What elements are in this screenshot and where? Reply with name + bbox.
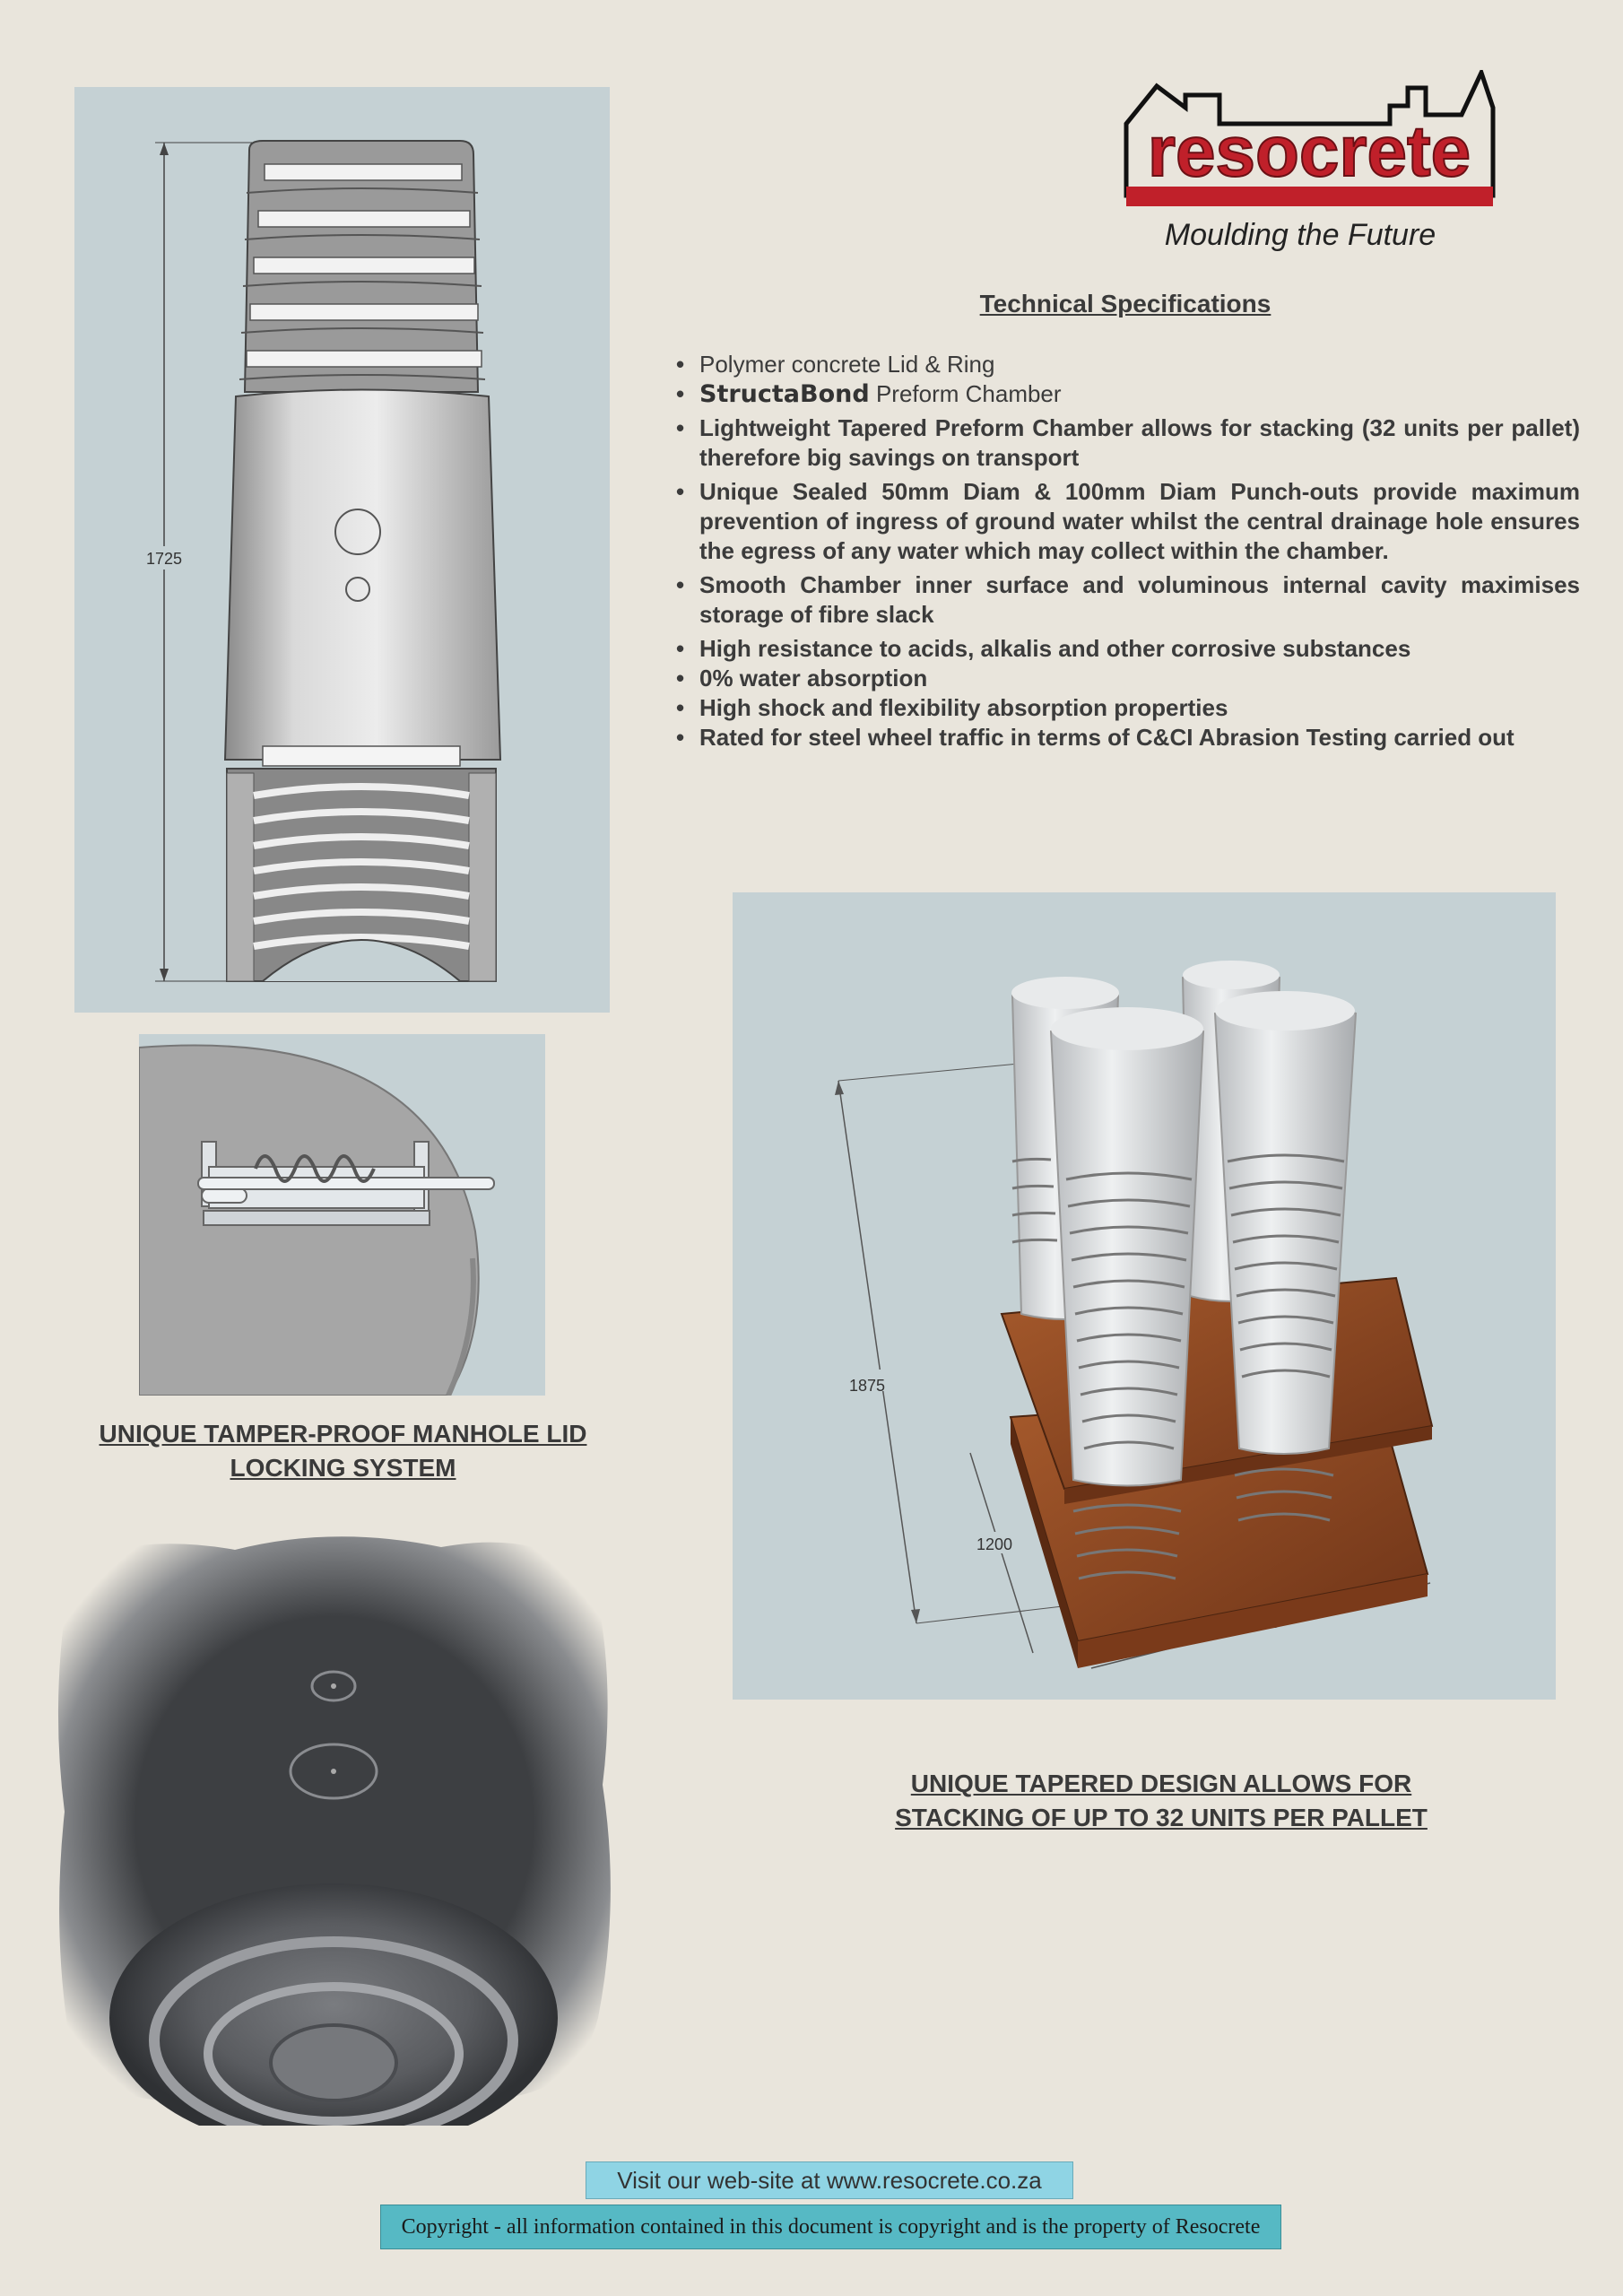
specs-title: Technical Specifications bbox=[979, 290, 1271, 317]
copyright-banner: Copyright - all information contained in this document is copyright and is the property of Resocrete bbox=[380, 2205, 1281, 2249]
specs-list bbox=[674, 350, 1580, 752]
structabond-text: Preform Chamber bbox=[875, 380, 1062, 407]
lid-lock-svg bbox=[139, 1034, 545, 1396]
spec-item: • 0% water absorption bbox=[674, 664, 1580, 693]
structabond-brand: StructaBond bbox=[699, 380, 870, 408]
spec-item: • Polymer concrete Lid & Ring bbox=[674, 350, 1580, 379]
chamber-interior-svg bbox=[38, 1516, 626, 2126]
pallet-depth-label: 1200 bbox=[976, 1535, 1013, 1553]
spec-item: • Rated for steel wheel traffic in terms of C&CI Abrasion Testing carried out bbox=[674, 723, 1580, 752]
lid-lock-drawing bbox=[139, 1034, 545, 1396]
spec-item: • Smooth Chamber inner surface and voluminous internal cavity maximises storage of fibre slack bbox=[674, 570, 1580, 630]
chamber-interior-photo bbox=[38, 1516, 626, 2126]
lock-caption bbox=[54, 1417, 632, 1485]
spec-item: • High resistance to acids, alkalis and other corrosive substances bbox=[674, 634, 1580, 664]
spec-item: • High shock and flexibility absorption properties bbox=[674, 693, 1580, 723]
pallet-caption-line1: UNIQUE TAPERED DESIGN ALLOWS FOR bbox=[910, 1770, 1412, 1797]
pallet-stack-drawing bbox=[733, 892, 1556, 1700]
resocrete-logo bbox=[1121, 70, 1506, 263]
pallet-caption-line2: STACKING OF UP TO 32 UNITS PER PALLET bbox=[895, 1804, 1428, 1831]
lock-caption-line1: UNIQUE TAMPER-PROOF MANHOLE LID bbox=[99, 1420, 587, 1448]
spec-item: • Lightweight Tapered Preform Chamber allows for stacking (32 units per pallet) therefore big savings on transport bbox=[674, 413, 1580, 473]
stacked-chamber-rims bbox=[239, 141, 485, 392]
chamber-base-rings bbox=[227, 769, 496, 981]
spec-item: • Unique Sealed 50mm Diam & 100mm Diam Punch-outs provide maximum prevention of ingress of ground water whilst the central drainage hole ensures the egress of any water which may collect within the chamber. bbox=[674, 477, 1580, 566]
logo-tagline: Moulding the Future bbox=[1164, 218, 1436, 252]
website-banner[interactable]: Visit our web-site at www.resocrete.co.za bbox=[586, 2161, 1073, 2199]
chamber-stack-svg bbox=[74, 87, 610, 1013]
pallet-stack-svg bbox=[733, 892, 1556, 1700]
chamber-body bbox=[225, 390, 500, 761]
pallet-height-label: 1875 bbox=[848, 1377, 886, 1395]
stack-height-label: 1725 bbox=[145, 550, 183, 568]
spec-item-structabond bbox=[674, 379, 1580, 409]
pallet-caption bbox=[807, 1767, 1515, 1835]
chamber-stack-drawing bbox=[74, 87, 610, 1013]
lock-caption-line2: LOCKING SYSTEM bbox=[230, 1454, 456, 1482]
logo-svg bbox=[1121, 70, 1506, 263]
logo-brand: resocrete bbox=[1147, 111, 1471, 191]
